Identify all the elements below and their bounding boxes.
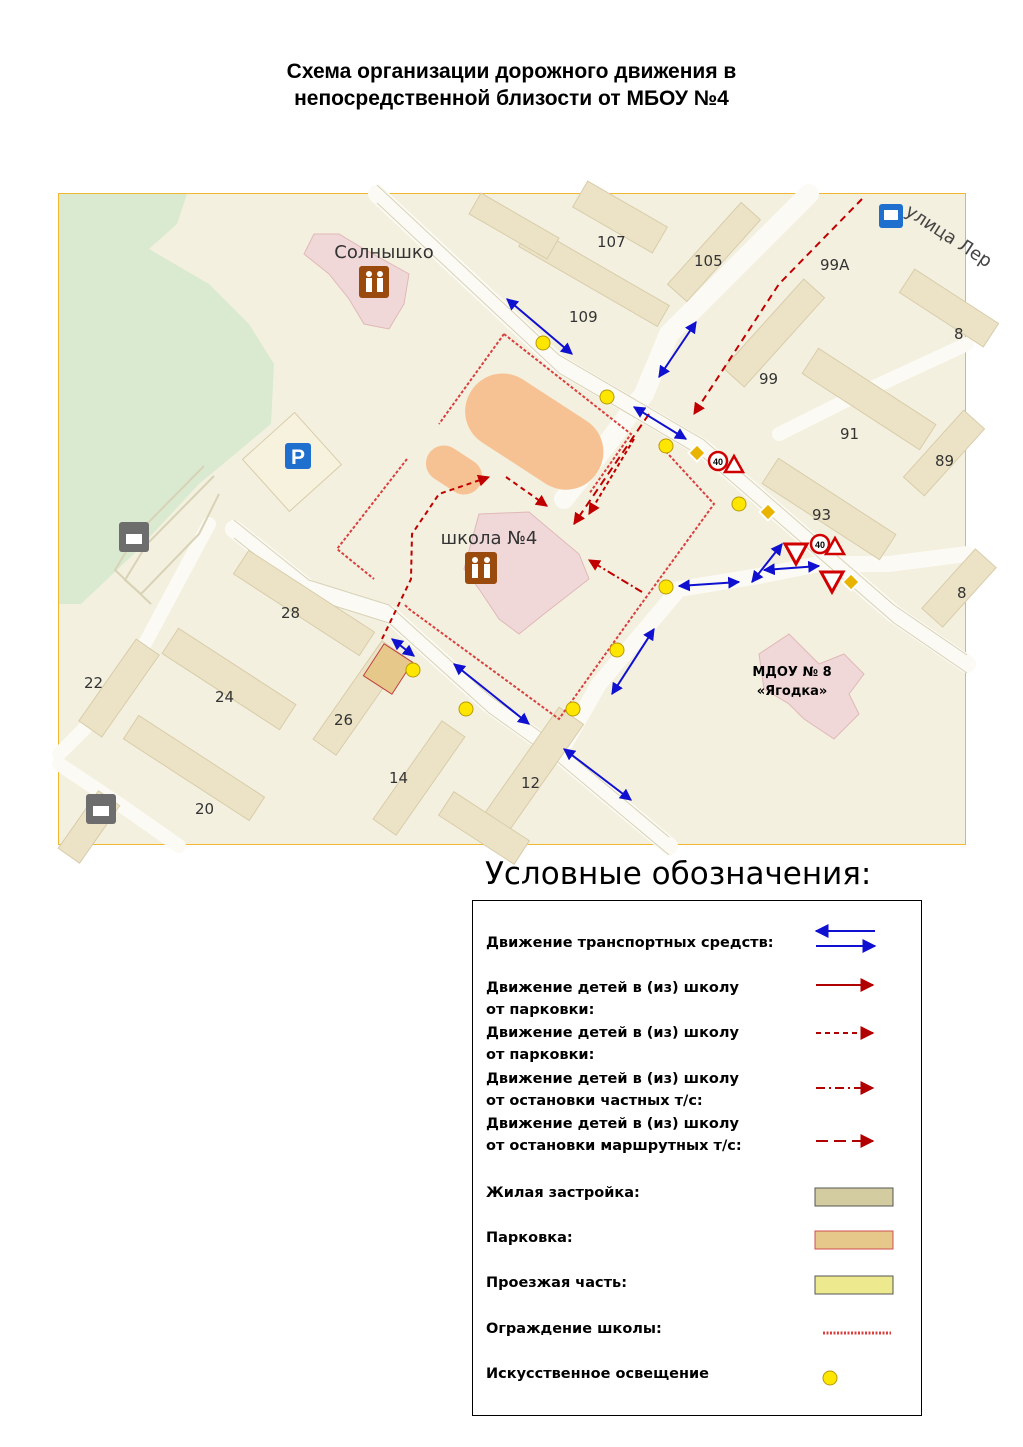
legend-item-label: Движение детей в (из) школу от парковки: <box>486 980 739 1018</box>
house-number: 105 <box>694 252 723 270</box>
lamp-icon <box>732 497 746 511</box>
legend-item-label: Движение транспортных средств: <box>486 935 774 951</box>
small-field <box>419 439 489 502</box>
legend-item-label: Движение детей в (из) школу от остановки частных т/с: <box>486 1071 739 1109</box>
street-label: улица Лер <box>901 200 996 273</box>
garage-icon <box>86 794 116 824</box>
house-number: 107 <box>597 233 626 251</box>
lamp-icon <box>536 336 550 350</box>
speed-limit-sign-icon <box>709 452 727 470</box>
school-label: школа №4 <box>440 528 538 549</box>
children-sign-icon <box>359 266 389 298</box>
house-number: 14 <box>389 769 409 787</box>
house-number: 20 <box>195 800 215 818</box>
garage-icon <box>119 522 149 552</box>
lamp-icon <box>459 702 473 716</box>
house-number: 91 <box>840 425 860 443</box>
speed-limit-value: 40 <box>712 457 724 467</box>
house-number: 8 <box>957 584 967 602</box>
traffic-map <box>58 193 996 845</box>
legend-item-label: Движение детей в (из) школу от парковки: <box>486 1025 739 1063</box>
yield-sign-icon <box>821 572 843 592</box>
mdou-label-1: МДОУ № 8 <box>752 665 832 680</box>
title-line-2: непосредственной близости от МБОУ №4 <box>294 87 729 110</box>
legend-symbols <box>473 901 923 1417</box>
lamp-icon <box>823 1371 837 1385</box>
legend-heading: Условные обозначения: <box>485 856 872 892</box>
page-title <box>0 58 1023 112</box>
legend-item-label: Жилая застройка: <box>486 1185 640 1201</box>
double-blue-arrow-icon <box>816 931 875 946</box>
title-line-1: Схема организации дорожного движения в <box>286 60 737 83</box>
residential-swatch <box>815 1188 893 1206</box>
map-canvas <box>59 194 996 846</box>
house-number: 99 <box>759 370 779 388</box>
parking-letter: P <box>290 446 306 469</box>
legend-box <box>472 900 922 1416</box>
lamp-icon <box>406 663 420 677</box>
house-number: 24 <box>215 688 235 706</box>
bus-stop-icon <box>879 204 903 228</box>
house-number: 109 <box>569 308 598 326</box>
mdou-label-2: «Ягодка» <box>756 684 828 699</box>
house-number: 26 <box>334 711 354 729</box>
parking-swatch <box>815 1231 893 1249</box>
roadway-swatch <box>815 1276 893 1294</box>
speed-limit-sign-icon <box>811 535 829 553</box>
lamp-icon <box>600 390 614 404</box>
lamp-icon <box>566 702 580 716</box>
house-number: 99А <box>820 256 850 274</box>
solnyshko-label: Солнышко <box>334 242 434 263</box>
lamp-icon <box>659 580 673 594</box>
house-number: 8 <box>954 325 964 343</box>
legend-item-label: Парковка: <box>486 1230 573 1246</box>
house-number: 12 <box>521 774 541 792</box>
house-number: 22 <box>84 674 104 692</box>
school-children-sign-icon <box>465 552 497 584</box>
street-lamps <box>406 336 746 716</box>
speed-limit-value-2: 40 <box>814 540 826 550</box>
house-number: 93 <box>812 506 832 524</box>
legend-item-label: Движение детей в (из) школу от остановки маршрутных т/с: <box>486 1116 742 1154</box>
house-number: 28 <box>281 604 301 622</box>
legend-item-label: Проезжая часть: <box>486 1275 628 1291</box>
legend-item-label: Ограждение школы: <box>486 1321 662 1337</box>
lamp-icon <box>610 643 624 657</box>
legend-item-label: Искусственное освещение <box>486 1366 709 1382</box>
lamp-icon <box>659 439 673 453</box>
house-number: 89 <box>935 452 955 470</box>
